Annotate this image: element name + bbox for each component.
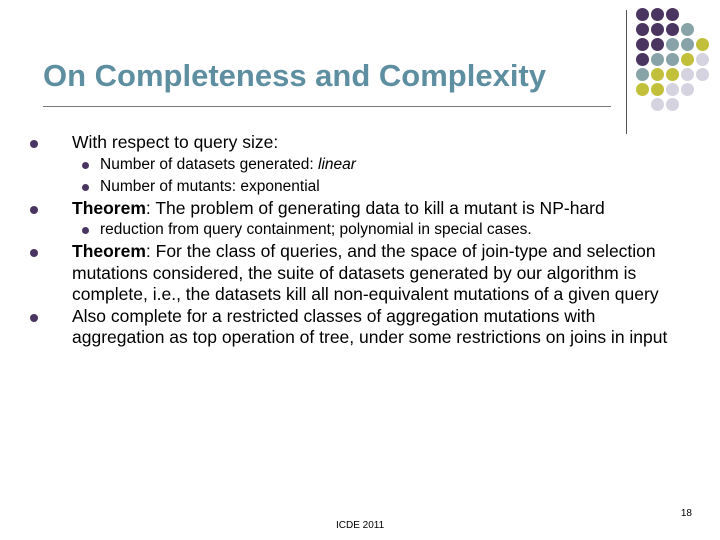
bullet-item [30,306,690,349]
decor-dot-lavender [696,53,709,66]
decor-dot-olive [636,83,649,96]
slide-title: On Completeness and Complexity [43,58,546,93]
decor-dot-empty [696,8,709,21]
sub-bullet-item [72,176,690,198]
decor-dot-teal [636,68,649,81]
title-underline [43,106,611,107]
bullet-text: Also complete for a restricted classes of aggregation mutations with aggregation as top operation of tree, under some restrictions on joins in input [72,305,668,347]
vertical-divider [626,10,627,134]
sub-bullet-italic: linear [318,155,356,173]
bullet-text: : The problem of generating data to kill a mutant is NP-hard [145,197,605,218]
decor-dot-purple [651,23,664,36]
sub-bullet-dot-icon [82,184,89,191]
decor-dot-teal [666,53,679,66]
decor-dot-empty [696,83,709,96]
decor-dot-empty [696,23,709,36]
sub-bullet-item [72,219,690,241]
decor-dot-purple [666,8,679,21]
sub-bullet-text: reduction from query containment; polynomial in special cases. [100,221,532,238]
bullet-dot-icon [30,249,38,257]
slide-body [30,132,690,349]
sub-bullet-dot-icon [82,227,89,234]
decor-dot-lavender [651,98,664,111]
decor-dot-lavender [666,83,679,96]
decor-dot-teal [651,53,664,66]
decor-dot-olive [651,83,664,96]
bullet-dot-icon [30,206,38,214]
decor-dot-lavender [681,83,694,96]
decor-dot-lavender [696,68,709,81]
bullet-dot-icon [30,140,38,148]
decor-dot-empty [636,98,649,111]
bullet-text: : For the class of queries, and the space of join-type and selection mutations considered, the suite of datasets generated by our algorithm is complete, i.e., the datasets kill all non-equivalent mutations of a given query [72,241,659,304]
decor-dot-teal [666,38,679,51]
decor-dot-purple [651,8,664,21]
bullet-dot-icon [30,314,38,322]
page-number: 18 [680,508,692,519]
decor-dot-purple [666,23,679,36]
decor-dot-empty [681,8,694,21]
sub-bullet-text: Number of datasets generated: [100,155,318,173]
decor-dot-purple [636,53,649,66]
decor-dot-purple [636,38,649,51]
bullet-emphasis: Theorem [72,197,146,218]
bullet-item [30,241,690,306]
footer-text: ICDE 2011 [336,520,385,531]
bullet-item [30,132,690,154]
decor-dot-lavender [681,68,694,81]
sub-bullet-text: Number of mutants: exponential [100,177,320,195]
decor-dot-teal [681,38,694,51]
decor-dot-purple [636,8,649,21]
bullet-emphasis: Theorem [72,241,146,261]
bullet-item [30,198,690,220]
decor-dot-empty [696,98,709,111]
decor-dot-olive [681,53,694,66]
decor-dot-lavender [666,98,679,111]
decor-dot-olive [651,68,664,81]
decor-dot-olive [696,38,709,51]
decor-dot-olive [666,68,679,81]
decor-dot-purple [636,23,649,36]
bullet-text: With respect to query size: [72,132,279,152]
decor-dot-empty [681,98,694,111]
decor-dot-teal [681,23,694,36]
dot-pattern-decoration [636,8,711,113]
decor-dot-purple [651,38,664,51]
sub-bullet-item [72,154,690,176]
sub-bullet-dot-icon [82,162,89,169]
